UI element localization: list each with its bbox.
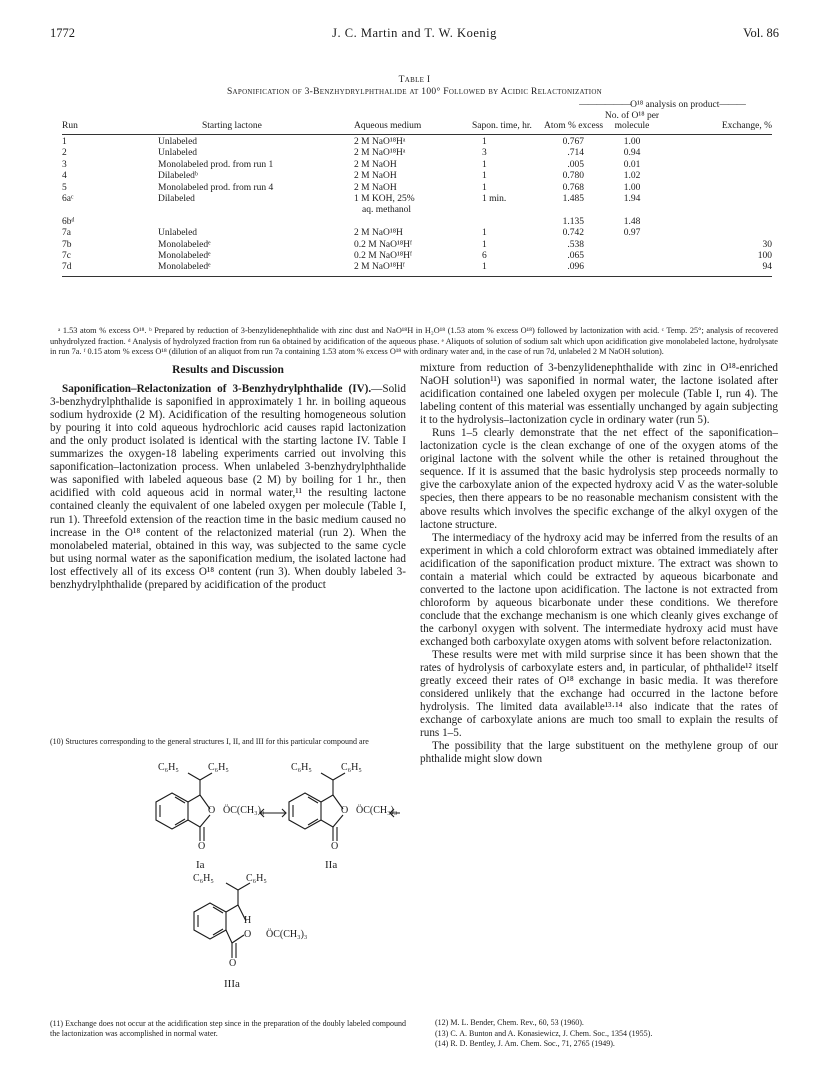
table-cell-run: 6bᵈ — [62, 216, 75, 227]
table-cell-run: 7b — [62, 239, 72, 250]
structure-label-iia: IIa — [325, 859, 338, 871]
table-cell-time: 1 — [482, 239, 487, 250]
carbonyl-oxygen-label: O — [198, 841, 206, 852]
phenyl-label: C₆H₅ — [291, 762, 312, 773]
group-header: ——————O¹⁸ analysis on product——— — [579, 100, 745, 110]
tert-butoxy-label: ÖC(CH₃)₃ — [356, 805, 398, 816]
table-cell-molecule: 0.01 — [623, 159, 641, 170]
table-cell-atom: .005 — [567, 159, 584, 170]
table-cell-lactone: Monolabeled prod. from run 1 — [158, 159, 274, 170]
footnote-11: (11) Exchange does not occur at the acidification step since in the preparation of the doubly labeled compound the lactonization was accomplished in normal water. — [50, 1019, 406, 1038]
table-cell-atom: 0.780 — [562, 171, 584, 182]
table-cell-time: 1 — [482, 137, 487, 147]
table-i — [62, 100, 772, 322]
paragraph: The intermediacy of the hydroxy acid may be inferred from the results of an experiment in which a cold chloroform extract was obtained immediately after acidification of the saponification product mixture. The extract was shown to contain a material which could be extracted by aqueous bicarbonate and converted to the lactone upon acidification. The lactone is not extracted from chloroform by aqueous bicarbonate under these conditions. We therefore conclude that the exchange mechanism is one which cleanly gives exchange of the carbonyl oxygen with solvent. The intermediate hydroxy acid must have exchanged both carboxylate oxygen atoms with solvent before relactonization. — [420, 531, 778, 648]
table-cell-medium: 2 M NaOH — [354, 159, 397, 170]
table-footnotes: ᵃ 1.53 atom % excess O¹⁸. ᵇ Prepared by reduction of 3-benzylidenephthalide with zinc dust and NaO¹⁸H in H₂O¹⁸ (1.53 atom % excess O¹⁸) followed by lactonization with acid. ᶜ Temp. 25°; analysis of recovered unhydrolyzed fraction. ᵈ Analysis of hydrolyzed fraction from run 6a obtained by acidification of the aqueous phase. ᵉ Aliquots of solution of sodium salt which upon acidification give monolabeled lactone, hydrolysate in run 7a. ᶠ 0.15 atom % excess O¹⁸ (dilution of an aliquot from run 7a containing 1.53 atom % excess O¹⁸ with ordinary water and, in the case of run 7d, unlabeled 2 M NaOH solution). — [50, 326, 778, 356]
reference-12: (12) M. L. Bender, Chem. Rev., 60, 53 (1960). — [435, 1018, 584, 1027]
table-cell-molecule: 1.02 — [623, 171, 641, 182]
table-cell-atom: 1.135 — [562, 216, 584, 227]
table-cell-medium: 0.2 M NaO¹⁸Hᶠ — [354, 239, 413, 250]
table-cell-run: 4 — [62, 171, 67, 182]
structure-ia — [156, 773, 212, 841]
table-cell-medium: 2 M NaO¹⁸Hᶠ — [354, 262, 405, 273]
phenyl-label: C₆H₅ — [193, 873, 214, 884]
table-cell-exchange: 100 — [757, 251, 772, 261]
table-cell-time: 1 — [482, 228, 487, 239]
table-cell-run: 6aᶜ — [62, 194, 74, 204]
col-lactone: Starting lactone — [202, 121, 262, 131]
paragraph: These results were met with mild surprise since it has been shown that the rates of hydrolysis of carboxylate esters and, in particular, of phthalide¹² itself greatly exceed their rates of O¹⁸ exchange in basic media. It was therefore considered unlikely that the exchange had occurred in the lactone before hydrolysis. The limited data available¹³·¹⁴ also indicate that the rates of exchange of carboxylate anions are much too small to explain the results of runs 1–5. — [420, 649, 778, 740]
reference-14: (14) R. D. Bentley, J. Am. Chem. Soc., 71, 2765 (1949). — [435, 1039, 615, 1048]
structure-label-ia: Ia — [196, 859, 205, 871]
table-cell-lactone: Monolabeled prod. from run 4 — [158, 182, 274, 193]
table-cell-atom: .096 — [567, 262, 584, 273]
alkoxide-oxygen-label: O — [244, 929, 252, 940]
table-cell-medium: 0.2 M NaO¹⁸Hᶠ — [354, 251, 413, 261]
page-number: 1772 — [50, 26, 75, 40]
table-cell-lactone: Unlabeled — [158, 148, 198, 159]
table-cell-time: 6 — [482, 251, 487, 261]
phenyl-label: C₆H₅ — [208, 762, 229, 773]
table-cell-atom: .065 — [567, 251, 584, 261]
table-cell-medium: 2 M NaO¹⁸Hᵃ — [354, 137, 406, 147]
col-atom: Atom % excess — [544, 121, 604, 131]
table-cell-medium: 2 M NaO¹⁸Hᵃ — [354, 148, 406, 159]
table-cell-exchange: 94 — [762, 262, 772, 273]
running-title: J. C. Martin and T. W. Koenig — [332, 26, 497, 40]
table-cell-run: 2 — [62, 148, 67, 159]
table-cell-medium: 2 M NaO¹⁸H — [354, 228, 403, 239]
table-cell-medium: 1 M KOH, 25% — [354, 194, 415, 204]
running-head — [50, 26, 779, 44]
section-heading: Results and Discussion — [172, 364, 284, 376]
carbonyl-oxygen-label: O — [229, 958, 237, 969]
table-cell-molecule: 1.00 — [623, 182, 641, 193]
table-cell-exchange: 30 — [762, 239, 772, 250]
right-column — [420, 362, 778, 766]
table-cell-atom: .538 — [567, 239, 584, 250]
references — [435, 1018, 775, 1050]
paragraph: Saponification–Relactonization of 3-Benzhydrylphthalide (IV).—Solid 3-benzhydrylphthalide is saponified in approximately 1 hr. in boiling aqueous sodium hydroxide (2 M). Acidification of the resulting homogeneous solution by pouring it into cold aqueous hydrochloric acid causes rapid lactonization and the only product isolated is identical with the starting lactone IV. Table I summarizes the oxygen-18 labeling experiments carried out involving this saponification–lactonization process. When unlabeled 3-benzhydrylphthalide was saponified with labeled aqueous base (2 M) by boiling for 1 hr., then acidified with cold aqueous acid in normal water,¹¹ the resulting lactone contained cleanly the equivalent of one labeled oxygen per molecule (Table I, run 1). Threefold extension of the reaction time in the basic medium caused no increase in the O¹⁸ content of the relactonized material (run 2). When the monolabeled material, obtained in this way, was subjected to the same cycle but using normal water as the saponification medium, the isolated lactone had lost effectively all of its excess O¹⁸ content (run 3). When doubly labeled 3-benzhydrylphthalide (prepared by acidification of the product — [50, 383, 406, 591]
paragraph: The possibility that the large substituent on the methylene group of our phthalide might slow down — [420, 740, 778, 766]
phenyl-label: C₆H₅ — [246, 873, 267, 884]
col-time: Sapon. time, hr. — [472, 121, 532, 131]
table-title: Saponification of 3-Benzhydrylphthalide at 100° Followed by Acidic Relactonization — [226, 87, 603, 97]
table-cell-run: 7d — [62, 262, 72, 273]
table-cell-medium: 2 M NaOH — [354, 171, 397, 182]
table-cell-time: 1 — [482, 182, 487, 193]
phenyl-label: C₆H₅ — [158, 762, 179, 773]
table-cell-lactone: Dilabeled — [158, 194, 195, 204]
structure-label-iiia: IIIa — [224, 978, 240, 990]
table-rule — [62, 276, 772, 277]
hydrogen-label: H — [244, 915, 252, 926]
col-exchange: Exchange, % — [721, 121, 772, 131]
left-column — [50, 360, 406, 592]
col-run: Run — [62, 121, 78, 131]
tert-butoxy-label: ÖC(CH₃)₃ — [266, 929, 308, 940]
table-cell-time: 3 — [482, 148, 487, 159]
table-cell-atom: 0.768 — [562, 182, 584, 193]
col-medium: Aqueous medium — [354, 121, 422, 131]
carbonyl-oxygen-label: O — [331, 841, 339, 852]
phenyl-label: C₆H₅ — [341, 762, 362, 773]
structure-iiia — [194, 883, 250, 958]
paragraph: mixture from reduction of 3-benzylidenephthalide with zinc in O¹⁸-enriched NaOH solution¹¹) was saponified in normal water, the lactone isolated after acidification contained one labeled oxygen per molecule (Table I, run 4). The labeling content of this material was essentially unchanged by again subjecting it to the hydrolysis–lactonization cycle in ordinary water (run 5). — [420, 362, 778, 427]
table-cell-lactone: Dilabeledᵇ — [158, 171, 198, 182]
structure-drawing — [100, 765, 400, 1010]
ether-oxygen-label: O — [208, 805, 216, 816]
table-cell-atom: 1.485 — [562, 194, 584, 204]
table-label: Table I — [398, 75, 431, 85]
table-rule — [62, 134, 772, 135]
col-no-per: No. of O¹⁸ per — [604, 111, 660, 121]
table-cell-atom: 0.742 — [562, 228, 584, 239]
table-cell-run: 7a — [62, 228, 71, 239]
table-cell-run: 7c — [62, 251, 71, 261]
col-molecule: molecule — [614, 121, 650, 131]
reference-13: (13) C. A. Bunton and A. Konasiewicz, J. Chem. Soc., 1354 (1955). — [435, 1028, 653, 1038]
table-cell-molecule: 1.48 — [623, 216, 641, 227]
table-cell-run: 3 — [62, 159, 67, 170]
table-cell-lactone: Unlabeled — [158, 228, 198, 239]
chemical-structures — [100, 762, 400, 1010]
volume-number: Vol. 86 — [743, 26, 779, 40]
table-caption — [50, 74, 779, 98]
ether-oxygen-label: O — [341, 805, 349, 816]
table-cell-time: 1 min. — [482, 194, 507, 204]
table-cell-time: 1 — [482, 159, 487, 170]
table-cell-time: 1 — [482, 171, 487, 182]
paragraph: Runs 1–5 clearly demonstrate that the net effect of the saponification–lactonization cycle is the clean exchange of one of the oxygen atoms of the original lactone with the solvent while the other is retained throughout the sequence. If it is assumed that the basic hydrolysis step proceeds normally to give the carboxylate anion of the expected hydroxy acid V as the water-soluble species, then there appears to be no reasonable mechanism consistent with the above results which involves the specific exchange of the alkyl oxygen of the lactone structure. — [420, 427, 778, 531]
table-cell-lactone: Monolabeledᵉ — [158, 262, 211, 273]
table-cell-molecule: 1.94 — [623, 194, 641, 204]
table-cell-medium-cont: aq. methanol — [362, 205, 412, 216]
table-cell-atom: .714 — [567, 148, 584, 159]
table-cell-atom: 0.767 — [562, 137, 584, 147]
footnote-10: (10) Structures corresponding to the general structures I, II, and III for this particular compound are — [50, 737, 369, 746]
table-cell-lactone: Monolabeledᵉ — [158, 251, 211, 261]
tert-butoxy-label: ÖC(CH₃)₃ — [223, 805, 265, 816]
table-cell-molecule: 1.00 — [623, 137, 641, 147]
table-cell-molecule: 0.97 — [623, 228, 641, 239]
table-cell-run: 5 — [62, 182, 67, 193]
table-cell-lactone: Unlabeled — [158, 137, 198, 147]
structure-iia — [289, 773, 345, 841]
table-cell-run: 1 — [62, 137, 67, 147]
table-cell-molecule: 0.94 — [623, 148, 641, 159]
table-cell-lactone: Monolabeledᵉ — [158, 239, 211, 250]
table-cell-medium: 2 M NaOH — [354, 182, 397, 193]
table-cell-time: 1 — [482, 262, 487, 273]
